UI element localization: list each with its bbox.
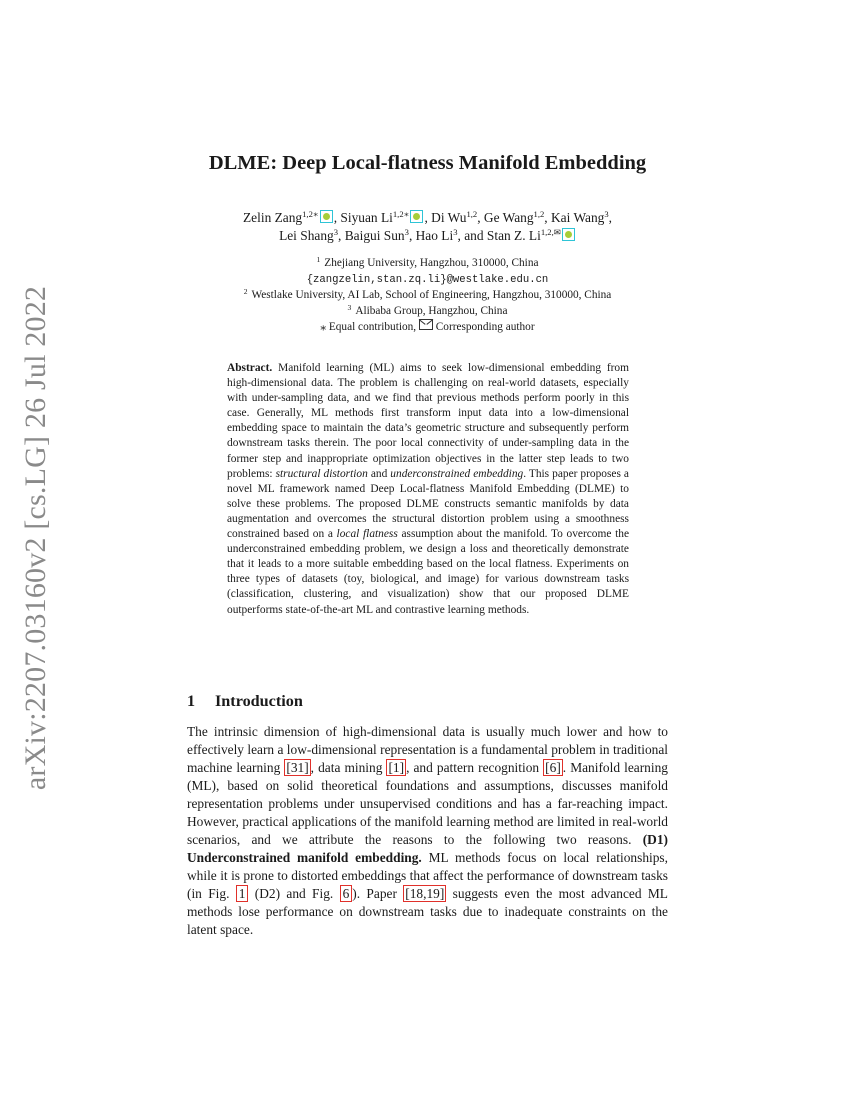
affil-text: Alibaba Group, Hangzhou, China xyxy=(355,304,508,317)
body-text: (D2) and Fig. xyxy=(248,886,340,902)
author-affil-sup: 1,2,✉ xyxy=(540,227,561,237)
author-affil-sup: 3 xyxy=(453,227,458,237)
abstract-emph: underconstrained embedding xyxy=(390,467,524,480)
arxiv-id-text: arXiv:2207.03160v2 [cs.LG] 26 Jul 2022 xyxy=(19,285,52,791)
author-affil-sup: 3 xyxy=(604,209,609,219)
figure-link[interactable]: 1 xyxy=(236,885,249,902)
affil-number: 2 xyxy=(243,287,248,296)
orcid-icon[interactable] xyxy=(562,228,575,241)
paper-title: DLME: Deep Local-flatness Manifold Embedding xyxy=(208,152,647,174)
affiliation-2 xyxy=(187,288,668,304)
author-name: Lei Shang xyxy=(279,228,334,243)
abstract-emph: structural distortion xyxy=(275,467,368,480)
affil-text: Westlake University, AI Lab, School of Engineering, Hangzhou, 310000, China xyxy=(251,289,612,301)
affiliation-3 xyxy=(187,304,668,320)
orcid-icon[interactable] xyxy=(320,210,333,223)
section-heading xyxy=(187,692,303,711)
affil-number: 1 xyxy=(316,255,321,264)
envelope-icon xyxy=(419,319,433,330)
body-text: The intrinsic dimension of high-dimensional data is usually much lower and how to effectively learn a low-dimensional representation is a fundamental problem in traditional machine learning xyxy=(187,724,668,776)
abstract-emph: local flatness xyxy=(336,528,398,541)
affil-number: 3 xyxy=(347,302,352,312)
author-affil-sup: 1,2 xyxy=(533,209,545,219)
author-name: Baigui Sun xyxy=(344,228,405,243)
citation-link[interactable]: [1] xyxy=(388,760,405,776)
author-affil-sup: 1,2 xyxy=(466,209,478,219)
affiliations xyxy=(187,256,668,336)
author-line-2: Lei Shang$^3$, Baigui Sun$^3$, Hao Li$^3$, and Stan Z. $Li^{1,2,✉}$ xyxy=(187,227,668,245)
section-number: 1 xyxy=(187,692,196,710)
email-line xyxy=(187,272,668,289)
body-text: , data mining xyxy=(310,760,387,776)
author-list xyxy=(187,209,668,245)
author-name: Hao Li xyxy=(415,228,454,243)
author-name: Zelin Zang xyxy=(243,210,303,225)
section-title: Introduction xyxy=(215,692,303,710)
contribution-note xyxy=(187,319,668,336)
citation-link[interactable]: [6] xyxy=(545,760,561,776)
email-text[interactable]: {zangzelin,stan.zq.li}@westlake.edu.cn xyxy=(306,273,549,286)
author-and: and xyxy=(464,228,484,243)
citation-link[interactable]: [31] xyxy=(286,760,309,776)
author-affil-sup: 3 xyxy=(333,227,339,237)
author-affil-sup: 3 xyxy=(404,227,409,237)
affiliation-1 xyxy=(187,256,668,272)
author-name: Siyuan Li xyxy=(340,210,393,225)
body-text: suggests even the most advanced ML methods lose performance on downstream tasks due to inadequate constraints on the latent space. xyxy=(187,886,668,938)
body-bold: (D1) Underconstrained manifold embedding. xyxy=(187,832,668,866)
intro-paragraph xyxy=(187,723,668,939)
note-text: Equal contribution, xyxy=(328,321,417,333)
note-text-2: Corresponding author xyxy=(435,321,535,333)
abstract-text: . This paper proposes a novel ML framework named Deep Local-flatness Manifold Embedding (DLME) to solve these problems. The proposed DLME constructs semantic manifolds by data augmentation and overcomes the structural distortion problem using a smoothness constrained based on a xyxy=(227,467,629,541)
body-text: ). Paper xyxy=(352,886,404,902)
figure-link[interactable]: 6 xyxy=(340,885,353,902)
author-affil-sup: 1,2∗ xyxy=(302,209,319,219)
author-name: Kai Wang xyxy=(551,210,605,225)
author-affil-sup: 1,2∗ xyxy=(392,209,410,219)
orcid-icon[interactable] xyxy=(410,210,423,223)
author-name: Stan Z. Li xyxy=(486,228,541,243)
body-text: . Manifold learning (ML), based on solid theoretical foundations and assumptions, discusses manifold representation problems under unsupervised conditions and has a far-reaching impact. However, practical applications of the manifold learning method are limited in real-world scenarios, and we attribute the reasons to the following two reasons. xyxy=(187,760,668,848)
affil-text: Zhejiang University, Hangzhou, 310000, China xyxy=(324,257,539,269)
abstract-text: assumption about the manifold. To overcome the underconstrained embedding problem, we design a loss and theoretically demonstrate that it leads to a more suitable embedding based on the local flatness. Experiments on three types of datasets (toy, biological, and image) for various downstream tasks (classification, clustering, and visualization) show that our proposed DLME outperforms state-of-the-art ML and contrastive learning methods. xyxy=(227,528,629,616)
abstract-text: and xyxy=(367,467,391,480)
author-name: Di Wu xyxy=(431,210,467,225)
abstract xyxy=(227,361,629,618)
abstract-label: Abstract. xyxy=(227,362,273,374)
citation-link[interactable]: [18,19] xyxy=(405,886,445,902)
author-name: Ge Wang xyxy=(483,210,534,225)
star-icon: ⁎ xyxy=(320,321,327,333)
abstract-text: Manifold learning (ML) aims to seek low-dimensional embedding from high-dimensional data. The problem is challenging on real-world datasets, especially with under-sampling data, and we find that previous methods perform poorly in this case. Generally, ML methods first transform input data into a low-dimensional embedding space to maintain the data’s geometric structure and subsequently perform downstream tasks therein. The poor local connectivity of under-sampling data in the former step and inappropriate optimization objectives in the latter step leads to two problems: xyxy=(227,362,629,480)
body-text: ML methods focus on local relationships, while it is prone to distorted embeddings that affect the performance of downstream tasks (in Fig. xyxy=(187,850,668,902)
body-text: , and pattern recognition xyxy=(406,760,544,776)
author-line-1: Zelin Zang$^{1,2∗}$ , Siyuan $Li^{1,2∗}$ , Di Wu$^{1,2}$, Ge Wang$^{1,2}$, Kai Wang$^3$, xyxy=(243,209,612,225)
